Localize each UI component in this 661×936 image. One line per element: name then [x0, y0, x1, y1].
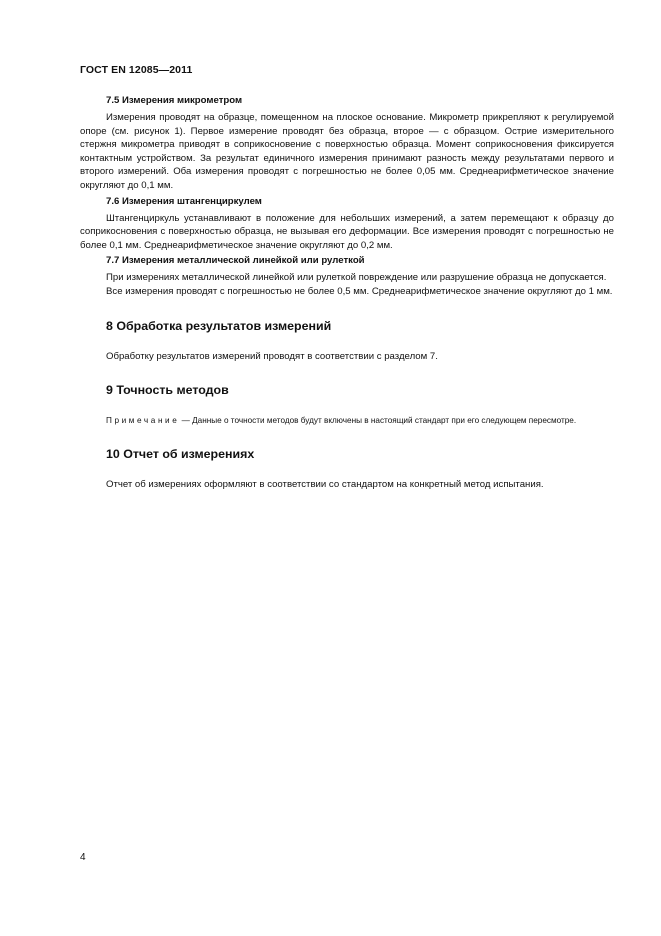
section-7-6-title: 7.6 Измерения штангенциркулем [106, 195, 262, 207]
page-number: 4 [80, 852, 86, 863]
section-8-text: Обработку результатов измерений проводят в соответствии с разделом 7. [106, 350, 438, 362]
note-text: — Данные о точности методов будут включены в настоящий стандарт при его следующем пересмотре. [179, 416, 577, 426]
section-7-7-text-1: При измерениях металлической линейкой или рулеткой повреждение или разрушение образца не допускается. [106, 272, 607, 284]
section-7-5-title: 7.5 Измерения микрометром [106, 95, 243, 106]
section-8-title: 8 Обработка результатов измерений [106, 318, 332, 333]
section-9-note [80, 414, 614, 427]
document-header: ГОСТ EN 12085—2011 [80, 64, 193, 76]
section-7-6-text: Штангенциркуль устанавливают в положение для небольших измерений, а затем перемещают к образцу до соприкосновения с поверхностью образца, не вызывая его деформации. Все измерения проводят с погрешностью не более 0,1 мм. Среднеарифметическое значение округляют до 0,2 мм. [80, 212, 614, 251]
section-7-7-text-2: Все измерения проводят с погрешностью не более 0,5 мм. Среднеарифметическое значение округляют до 1 мм. [106, 285, 613, 297]
document-body [80, 94, 614, 492]
section-10-title: 10 Отчет об измерениях [106, 447, 255, 462]
note-label: Примечание [106, 416, 180, 426]
section-7-7-title: 7.7 Измерения металлической линейкой или рулеткой [106, 255, 365, 267]
section-7-5-text: Измерения проводят на образце, помещенном на плоское основание. Микрометр прикрепляют к регулируемой опоре (см. рисунок 1). Первое измерение проводят без образца, второе — с образцом. Острие измерительного стержня микрометра приводят в соприкосновение с поверхностью образца. Момент соприкосновения фиксируется контактным устройством. За результат единичного измерения принимают разность между результатами первого и второго измерений. Оба измерения проводят с погрешностью не более 0,05 мм. Среднеарифметическое значение округляют до 0,1 мм. [80, 112, 614, 191]
section-10-text: Отчет об измерениях оформляют в соответствии со стандартом на конкретный метод испытания. [106, 479, 544, 491]
section-9-title: 9 Точность методов [106, 383, 229, 398]
